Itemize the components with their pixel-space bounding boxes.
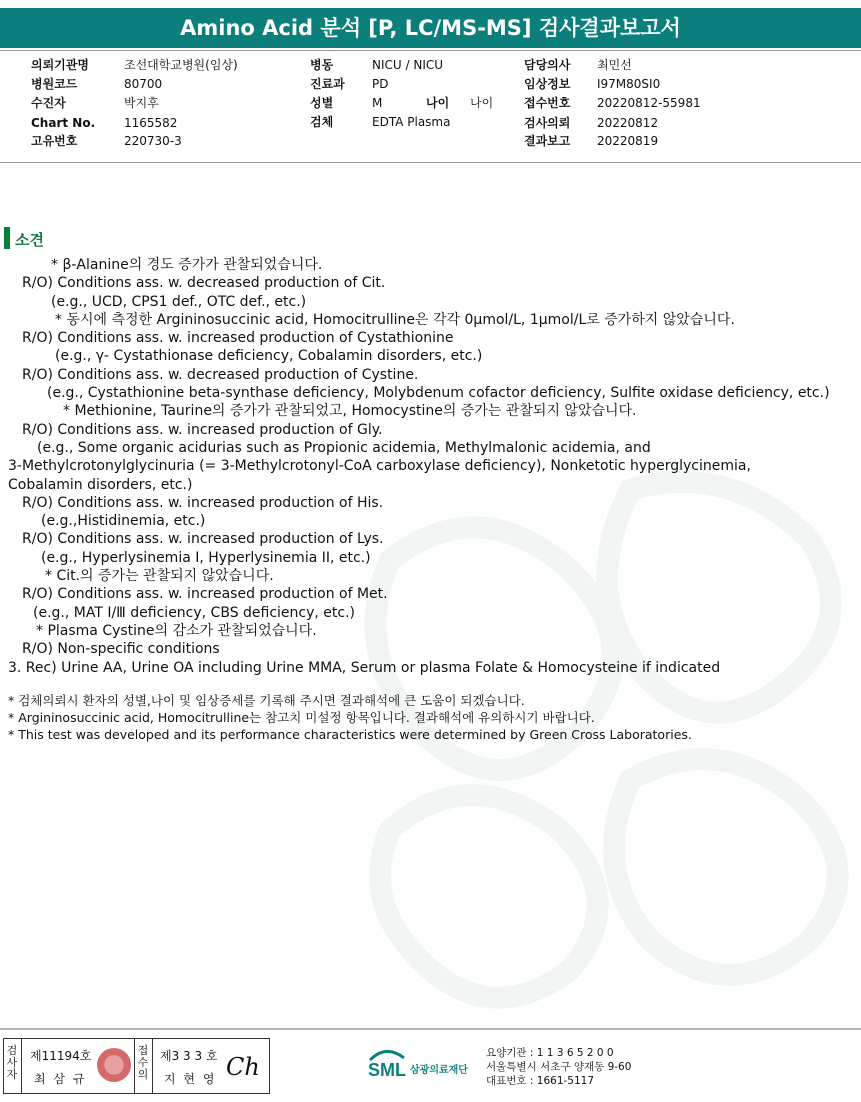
logo-text: SML	[368, 1060, 406, 1080]
finding-line: R/O) Conditions ass. w. increased production of Met.	[22, 586, 388, 603]
info-value: EDTA Plasma	[372, 115, 451, 129]
sml-logo-icon	[366, 1044, 481, 1084]
finding-line: Cobalamin disorders, etc.)	[8, 476, 193, 493]
info-key: 접수번호	[524, 96, 571, 110]
tester-name: 최 삼 규	[34, 1072, 87, 1086]
info-key: 병원코드	[31, 77, 78, 91]
finding-line: R/O) Conditions ass. w. increased production of His.	[22, 494, 384, 511]
info-key: Chart No.	[31, 116, 96, 130]
address-block	[486, 1046, 631, 1088]
finding-line: * Methionine, Taurine의 증가가 관찰되었고, Homocystine의 증가는 관찰되지 않았습니다.	[63, 403, 637, 420]
finding-line: (e.g., Some organic acidurias such as Propionic acidemia, Methylmalonic acidemia, and	[37, 439, 651, 456]
findings-body	[8, 256, 853, 677]
signature: Ch	[226, 1053, 260, 1081]
info-value: 박지후	[124, 96, 159, 110]
info-key: 병동	[310, 58, 334, 72]
report-title: Amino Acid 분석 [P, LC/MS-MS] 검사결과보고서	[0, 8, 861, 48]
info-value: PD	[372, 77, 389, 91]
info-value: 220730-3	[124, 134, 182, 148]
address-line: 서울특별시 서초구 양재동 9-60	[486, 1061, 632, 1073]
sig-divider	[152, 1039, 153, 1093]
finding-line: 3. Rec) Urine AA, Urine OA including Urine MMA, Serum or plasma Folate & Homocysteine if indicated	[8, 659, 721, 676]
receiver-no: 제3 3 3 호	[160, 1049, 218, 1063]
info-value: 20220812-55981	[597, 96, 701, 110]
info-key: 검체	[310, 115, 334, 129]
finding-line: (e.g., MAT Ⅰ/Ⅲ deficiency, CBS deficiency, etc.)	[33, 604, 356, 621]
note-line: * This test was developed and its performance characteristics were determined by Green Cross Laboratories.	[8, 727, 692, 742]
finding-line: R/O) Conditions ass. w. decreased production of Cit.	[22, 275, 386, 292]
info-value: 조선대학교병원(임상)	[124, 58, 238, 72]
info-value: 80700	[124, 77, 163, 91]
seal-stamp-icon	[97, 1048, 131, 1082]
info-key: 담당의사	[524, 58, 571, 72]
info-key: 임상정보	[524, 77, 571, 91]
section-marker	[4, 227, 10, 249]
footer-divider	[0, 1028, 861, 1030]
finding-line: * Cit.의 증가는 관찰되지 않았습니다.	[45, 568, 274, 585]
info-key: 결과보고	[524, 134, 571, 148]
age-key: 나이	[426, 96, 450, 110]
info-value: I97M80SI0	[597, 77, 661, 91]
info-value: NICU / NICU	[372, 58, 444, 72]
note-line: * Argininosuccinic acid, Homocitrulline는 참고치 미설정 항목입니다. 결과해석에 유의하시기 바랍니다.	[8, 710, 595, 725]
receiver-name: 지 현 영	[164, 1072, 217, 1086]
finding-line: (e.g., UCD, CPS1 def., OTC def., etc.)	[51, 293, 307, 310]
info-key: 고유번호	[31, 134, 78, 148]
finding-line: R/O) Conditions ass. w. increased production of Gly.	[22, 421, 383, 438]
info-divider	[0, 162, 861, 163]
tester-no: 제11194호	[30, 1049, 92, 1063]
finding-line: R/O) Conditions ass. w. increased production of Lys.	[22, 531, 384, 548]
info-value: 1165582	[124, 116, 178, 130]
info-key: 수진자	[31, 96, 66, 110]
age-value: 나이	[470, 96, 494, 110]
sig-divider	[134, 1039, 135, 1093]
sig-divider	[21, 1039, 22, 1093]
finding-line: (e.g.,Histidinemia, etc.)	[41, 513, 206, 530]
info-value: 최민선	[597, 58, 632, 72]
receiver-label: 접수의	[137, 1044, 149, 1081]
signature-box	[3, 1038, 270, 1094]
finding-line: R/O) Conditions ass. w. decreased production of Cystine.	[22, 366, 419, 383]
finding-line: * β-Alanine의 경도 증가가 관찰되었습니다.	[51, 257, 323, 273]
address-line: 요양기관 : 1 1 3 6 5 2 0 0	[486, 1047, 614, 1059]
finding-line: 3-Methylcrotonylglycinuria (= 3-Methylcrotonyl-CoA carboxylase deficiency), Nonketotic hyperglycinemia,	[8, 458, 751, 475]
finding-line: R/O) Conditions ass. w. increased production of Cystathionine	[22, 330, 454, 347]
address-line: 대표번호 : 1661-5117	[486, 1075, 595, 1087]
finding-line: (e.g., γ- Cystathionase deficiency, Cobalamin disorders, etc.)	[55, 348, 483, 365]
findings-title: 소견	[15, 231, 44, 249]
notes-block	[8, 692, 853, 743]
info-value: 20220812	[597, 116, 659, 130]
note-line: * 검체의뢰시 환자의 성별,나이 및 임상증세를 기록해 주시면 결과해석에 큰 도움이 되겠습니다.	[8, 693, 525, 708]
header-divider	[0, 50, 861, 51]
info-key: 진료과	[310, 77, 345, 91]
finding-line: R/O) Non-specific conditions	[22, 641, 220, 658]
finding-line: * 동시에 측정한 Argininosuccinic acid, Homocitrulline은 각각 0μmol/L, 1μmol/L로 증가하지 않았습니다.	[55, 311, 735, 328]
sml-logo	[366, 1044, 481, 1088]
info-key: 의뢰기관명	[31, 58, 89, 72]
info-key: 성별	[310, 96, 334, 110]
info-value: 20220819	[597, 134, 659, 148]
info-key: 검사의뢰	[524, 116, 571, 130]
tester-label: 검사자	[6, 1044, 18, 1081]
finding-line: * Plasma Cystine의 감소가 관찰되었습니다.	[36, 622, 317, 639]
logo-org: 삼광의료재단	[410, 1065, 468, 1076]
info-value: M	[372, 96, 383, 110]
finding-line: (e.g., Hyperlysinemia I, Hyperlysinemia II, etc.)	[41, 549, 371, 566]
finding-line: (e.g., Cystathionine beta-synthase deficiency, Molybdenum cofactor deficiency, Sulfite oxidase deficiency, etc.)	[47, 385, 830, 402]
